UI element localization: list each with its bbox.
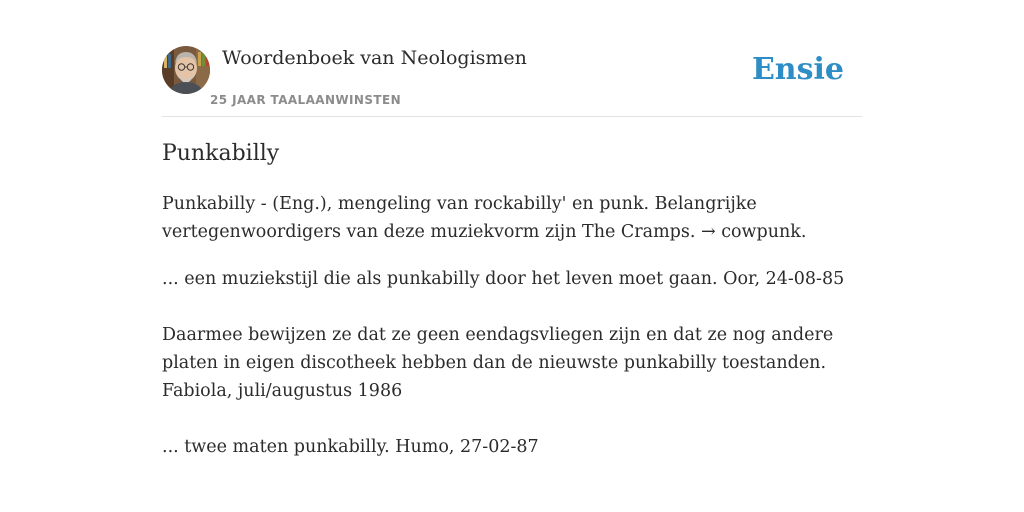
entry-content xyxy=(162,138,862,461)
ensie-logo-link[interactable]: Ensie xyxy=(751,52,844,87)
quote-line: platen in eigen discotheek hebben dan de nieuwste punkabilly toestanden. xyxy=(162,353,827,373)
citation-quote xyxy=(162,265,862,293)
definition-line: vertegenwoordigers van deze muziekvorm zijn The Cramps. → cowpunk. xyxy=(162,222,807,242)
quote-line: Daarmee bewijzen ze dat ze geen eendagsvliegen zijn en dat ze nog andere xyxy=(162,325,834,345)
site-header xyxy=(162,46,862,117)
author-portrait-icon xyxy=(162,46,210,94)
entry-definition xyxy=(162,190,862,246)
quote-line: ... een muziekstijl die als punkabilly door het leven moet gaan. Oor, 24-08-85 xyxy=(162,269,845,289)
quote-line: Fabiola, juli/augustus 1986 xyxy=(162,381,403,401)
citation-quote xyxy=(162,433,862,461)
definition-line: Punkabilly - (Eng.), mengeling van rockabilly' en punk. Belangrijke xyxy=(162,194,757,214)
author-avatar[interactable] xyxy=(162,46,210,94)
dictionary-subtitle: 25 JAAR TAALAANWINSTEN xyxy=(210,93,402,107)
citation-quote xyxy=(162,321,862,405)
entry-title: Punkabilly xyxy=(162,141,280,166)
dictionary-title[interactable]: Woordenboek van Neologismen xyxy=(222,47,527,69)
quote-line: ... twee maten punkabilly. Humo, 27-02-87 xyxy=(162,437,539,457)
